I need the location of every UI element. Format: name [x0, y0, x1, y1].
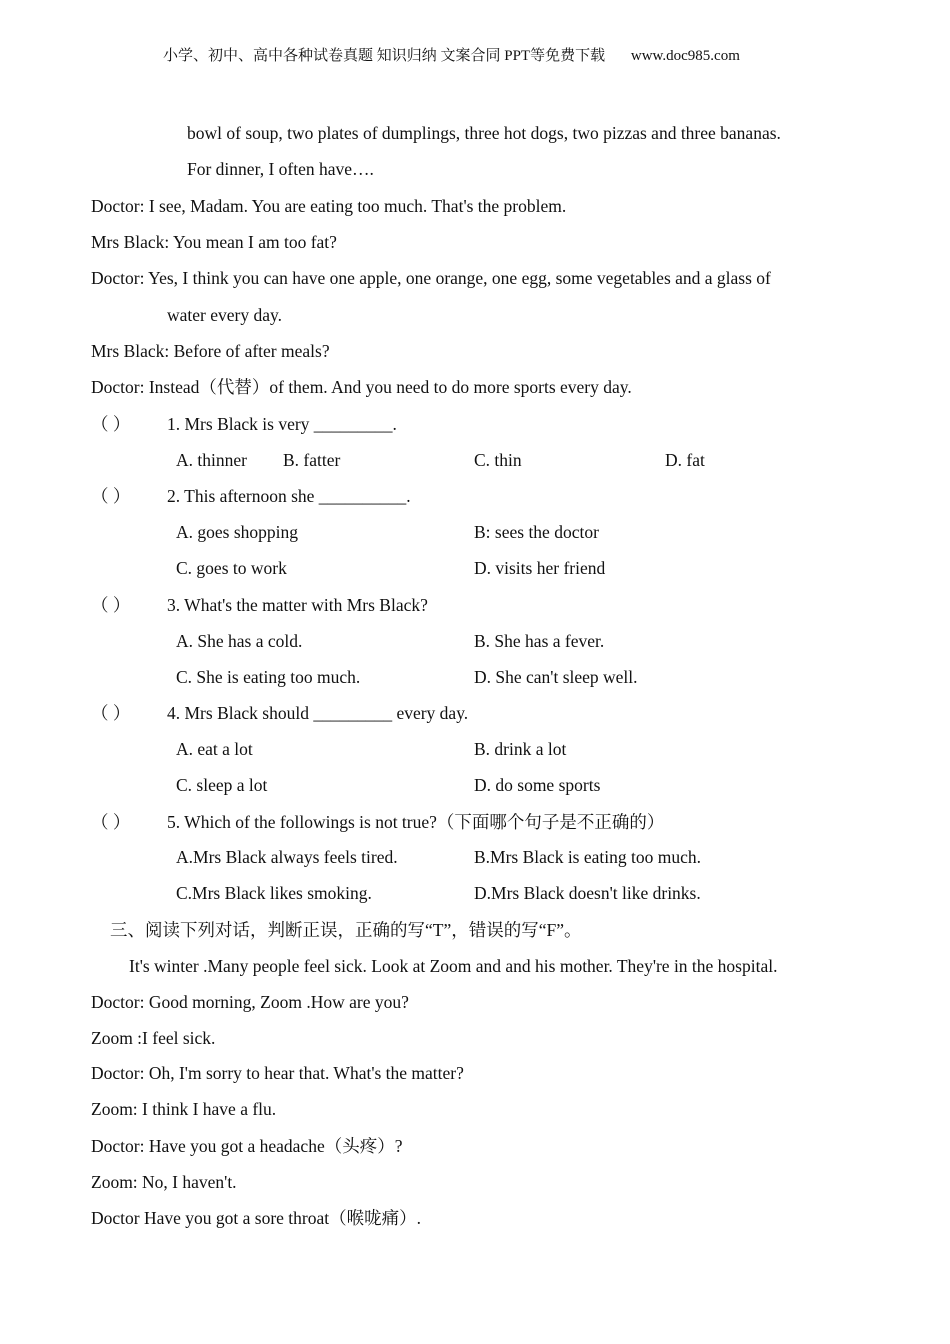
answer-bracket[interactable]: （ ）: [91, 414, 131, 434]
option-c: C. thin: [474, 450, 522, 470]
header-text: 小学、初中、高中各种试卷真题 知识归纳 文案合同 PPT等免费下载: [163, 48, 606, 64]
dialogue-line: Zoom: I think I have a flu.: [91, 1099, 277, 1119]
question-stem: 3. What's the matter with Mrs Black?: [167, 595, 428, 615]
question-stem: 4. Mrs Black should _________ every day.: [167, 703, 469, 723]
passage-line: Mrs Black: Before of after meals?: [91, 341, 330, 361]
answer-bracket[interactable]: （ ）: [91, 486, 131, 506]
option-b: B: sees the doctor: [474, 522, 599, 542]
option-a: A. eat a lot: [176, 739, 253, 759]
option-d: D. visits her friend: [474, 558, 606, 578]
dialogue-line: Zoom :I feel sick.: [91, 1028, 216, 1048]
option-c: C. She is eating too much.: [176, 667, 361, 687]
option-d: D. fat: [665, 450, 705, 470]
passage-line: Doctor: Yes, I think you can have one apple, one orange, one egg, some vegetables and a glass of: [91, 268, 771, 288]
option-c: C. goes to work: [176, 558, 287, 578]
answer-bracket[interactable]: （ ）: [91, 703, 131, 723]
page-header: [163, 45, 740, 67]
answer-bracket[interactable]: （ ）: [91, 595, 131, 615]
option-c: C.Mrs Black likes smoking.: [176, 883, 372, 903]
passage-line: Doctor: Instead（代替）of them. And you need to do more sports every day.: [91, 377, 632, 397]
option-b: B. She has a fever.: [474, 631, 605, 651]
dialogue-line: Zoom: No, I haven't.: [91, 1172, 237, 1192]
passage-line: Mrs Black: You mean I am too fat?: [91, 232, 337, 252]
header-url: www.doc985.com: [630, 48, 740, 64]
option-c: C. sleep a lot: [176, 775, 268, 795]
answer-bracket[interactable]: （ ）: [91, 812, 131, 832]
option-d: D.Mrs Black doesn't like drinks.: [474, 883, 701, 903]
dialogue-line: Doctor: Good morning, Zoom .How are you?: [91, 992, 409, 1012]
option-b: B.Mrs Black is eating too much.: [474, 847, 701, 867]
option-b: B. drink a lot: [474, 739, 567, 759]
dialogue-line: Doctor Have you got a sore throat（喉咙痛）.: [91, 1208, 421, 1228]
question-stem: 1. Mrs Black is very _________.: [167, 414, 397, 434]
dialogue-line: Doctor: Oh, I'm sorry to hear that. What's the matter?: [91, 1063, 464, 1083]
option-d: D. do some sports: [474, 775, 601, 795]
option-a: A. She has a cold.: [176, 631, 303, 651]
question-stem: 2. This afternoon she __________.: [167, 486, 411, 506]
question-stem: 5. Which of the followings is not true?（下面哪个句子是不正确的）: [167, 812, 665, 832]
option-b: B. fatter: [283, 450, 341, 470]
passage-line: bowl of soup, two plates of dumplings, three hot dogs, two pizzas and three bananas.: [187, 123, 781, 143]
passage-line: For dinner, I often have….: [187, 159, 374, 179]
option-d: D. She can't sleep well.: [474, 667, 638, 687]
passage-line: water every day.: [167, 305, 282, 325]
section-intro: It's winter .Many people feel sick. Look at Zoom and and his mother. They're in the hospital.: [129, 956, 778, 976]
dialogue-line: Doctor: Have you got a headache（头疼）?: [91, 1136, 403, 1156]
option-a: A. thinner: [176, 450, 247, 470]
option-a: A.Mrs Black always feels tired.: [176, 847, 398, 867]
section-title: 三、阅读下列对话，判断正误，正确的写“T”，错误的写“F”。: [110, 920, 582, 940]
passage-line: Doctor: I see, Madam. You are eating too much. That's the problem.: [91, 196, 567, 216]
option-a: A. goes shopping: [176, 522, 299, 542]
